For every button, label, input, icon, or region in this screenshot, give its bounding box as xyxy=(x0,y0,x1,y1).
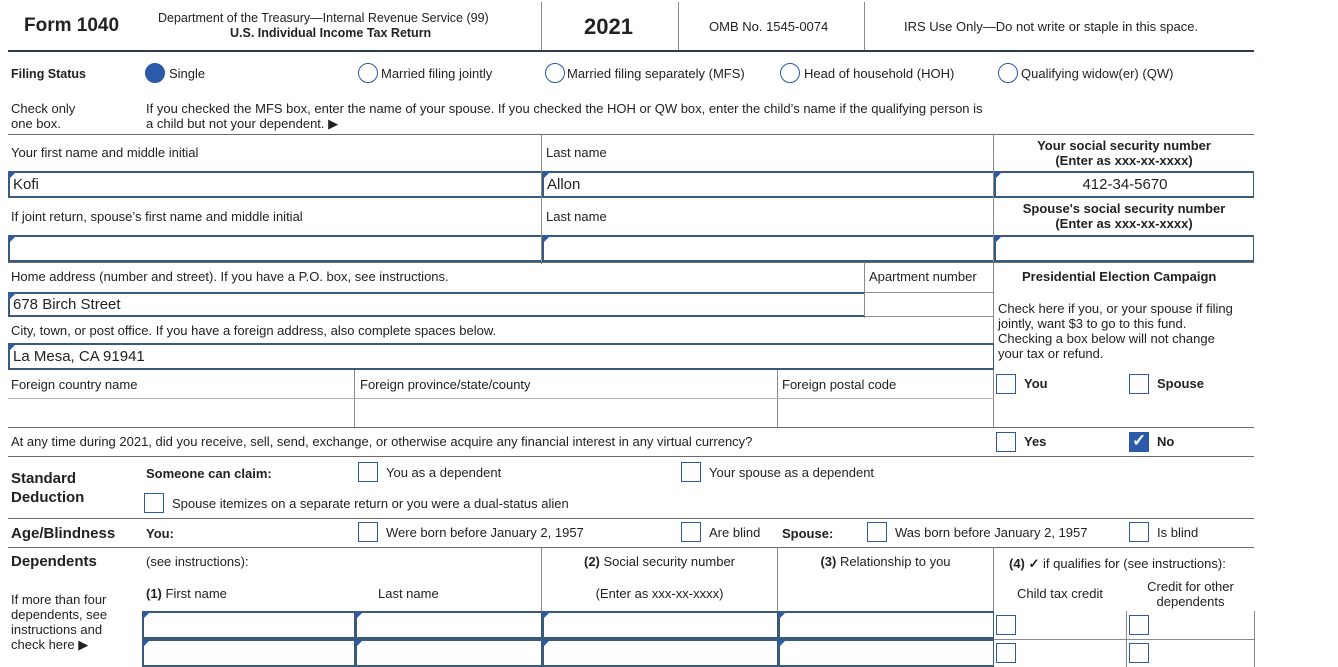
virtual-currency-question: At any time during 2021, did you receive, sell, send, exchange, or otherwise acquire any financial interest in any virtual currency? xyxy=(11,434,753,449)
home-address-value: 678 Birch Street xyxy=(13,296,121,313)
first-name-field[interactable] xyxy=(8,171,542,198)
dependent-1-other-credit-checkbox[interactable] xyxy=(1129,615,1149,635)
foreign-country-label: Foreign country name xyxy=(11,377,138,392)
col2-number: (2) xyxy=(583,554,600,569)
divider xyxy=(777,547,778,611)
dependents-note-2: dependents, see xyxy=(11,607,108,622)
you-born-before-checkbox[interactable] xyxy=(358,522,378,542)
foreign-province-field[interactable] xyxy=(356,400,776,426)
campaign-text-1: Check here if you, or your spouse if filing xyxy=(998,301,1233,316)
check-only-note: Check only xyxy=(11,101,76,116)
divider xyxy=(8,262,1254,263)
virtual-currency-yes-checkbox[interactable] xyxy=(996,432,1016,452)
dependents-heading: Dependents xyxy=(11,553,97,570)
spouse-born-before-label: Was born before January 2, 1957 xyxy=(895,525,1088,540)
divider xyxy=(541,134,542,264)
divider xyxy=(541,547,542,611)
campaign-spouse-checkbox[interactable] xyxy=(1129,374,1149,394)
apartment-label: Apartment number xyxy=(869,269,977,284)
dependent-2-relationship[interactable] xyxy=(778,639,994,667)
campaign-title: Presidential Election Campaign xyxy=(1022,269,1217,284)
divider xyxy=(8,518,1254,519)
department-label: Department of the Treasury—Internal Revenue Service (99) xyxy=(158,11,489,25)
form-title: U.S. Individual Income Tax Return xyxy=(230,26,432,40)
col3-number: (3) xyxy=(820,554,837,569)
spouse-last-name-label: Last name xyxy=(546,209,607,224)
dependent-1-relationship[interactable] xyxy=(778,611,994,639)
dependent-1-ssn[interactable] xyxy=(542,611,778,639)
radio-married-jointly[interactable] xyxy=(358,63,378,83)
spouse-last-name-field[interactable] xyxy=(542,235,994,262)
radio-head-of-household[interactable] xyxy=(780,63,800,83)
dependent-1-first-name[interactable] xyxy=(142,611,355,639)
divider xyxy=(8,134,1254,135)
header-rule xyxy=(8,50,1254,52)
col1-number: (1) xyxy=(146,586,162,601)
foreign-country-field[interactable] xyxy=(10,400,353,426)
mfs-instruction: If you checked the MFS box, enter the name of your spouse. If you checked the HOH or QW box, enter the child’s name if the qualifying person is xyxy=(146,101,983,116)
first-name-label: Your first name and middle initial xyxy=(11,145,199,160)
home-address-field[interactable] xyxy=(8,292,865,317)
divider xyxy=(678,2,679,51)
ssn-format-hint: (Enter as xxx-xx-xxxx) xyxy=(1055,153,1193,168)
col2-format-hint: (Enter as xxx-xx-xxxx) xyxy=(595,586,724,601)
divider xyxy=(8,427,1254,428)
irs-use-only: IRS Use Only—Do not write or staple in this space. xyxy=(904,19,1199,34)
col2-ssn-header: Social security number xyxy=(603,554,735,569)
apartment-field[interactable] xyxy=(864,292,994,317)
dependents-note-3: instructions and xyxy=(11,622,103,637)
dependent-1-child-credit-checkbox[interactable] xyxy=(996,615,1016,635)
ssn-label: Your social security number xyxy=(1037,138,1211,153)
dependents-see-instructions: (see instructions): xyxy=(146,554,249,569)
virtual-currency-no-checkbox[interactable] xyxy=(1129,432,1149,452)
age-blindness-heading: Age/Blindness xyxy=(11,525,116,542)
divider xyxy=(541,2,542,51)
campaign-text-2: jointly, want $3 to go to this fund. xyxy=(998,316,1187,331)
radio-head-of-household-label: Head of household (HOH) xyxy=(804,66,955,81)
spouse-as-dependent-label: Your spouse as a dependent xyxy=(709,465,875,480)
col3-relationship-header: Relationship to you xyxy=(839,554,951,569)
radio-married-jointly-label: Married filing jointly xyxy=(381,66,493,81)
spouse-blind-checkbox[interactable] xyxy=(1129,522,1149,542)
age-spouse-label: Spouse: xyxy=(782,526,834,541)
check-only-note-2: one box. xyxy=(11,116,61,131)
spouse-ssn-format-hint: (Enter as xxx-xx-xxxx) xyxy=(1055,216,1193,231)
radio-qualifying-widow-label: Qualifying widow(er) (QW) xyxy=(1021,66,1174,81)
you-as-dependent-label: You as a dependent xyxy=(386,465,502,480)
col1-last-name-header: Last name xyxy=(378,586,439,601)
radio-single[interactable] xyxy=(145,63,165,83)
someone-can-claim-label: Someone can claim: xyxy=(146,466,272,481)
divider xyxy=(864,2,865,51)
spouse-blind-label: Is blind xyxy=(1157,525,1199,540)
dependent-2-first-name[interactable] xyxy=(142,639,355,667)
spouse-first-name-field[interactable] xyxy=(8,235,542,262)
foreign-province-label: Foreign province/state/county xyxy=(360,377,531,392)
campaign-you-label: You xyxy=(1024,376,1048,391)
dependent-2-other-credit-checkbox[interactable] xyxy=(1129,643,1149,663)
col4-qualifies-header: if qualifies for (see instructions): xyxy=(1043,556,1226,571)
spouse-as-dependent-checkbox[interactable] xyxy=(681,462,701,482)
radio-qualifying-widow[interactable] xyxy=(998,63,1018,83)
radio-married-separately-label: Married filing separately (MFS) xyxy=(567,66,745,81)
divider xyxy=(994,639,1254,640)
dependents-note-1: If more than four xyxy=(11,592,107,607)
standard-deduction-heading: Standard xyxy=(11,470,77,487)
you-as-dependent-checkbox[interactable] xyxy=(358,462,378,482)
divider xyxy=(8,456,1254,457)
tax-year: 2021 xyxy=(584,14,633,39)
spouse-itemizes-checkbox[interactable] xyxy=(144,493,164,513)
city-value: La Mesa, CA 91941 xyxy=(13,348,145,365)
city-label: City, town, or post office. If you have a foreign address, also complete spaces below. xyxy=(11,323,497,338)
age-you-label: You: xyxy=(146,526,174,541)
you-blind-checkbox[interactable] xyxy=(681,522,701,542)
child-tax-credit-header: Child tax credit xyxy=(1017,586,1103,601)
home-address-label: Home address (number and street). If you have a P.O. box, see instructions. xyxy=(11,269,449,284)
campaign-spouse-label: Spouse xyxy=(1157,376,1204,391)
last-name-field[interactable] xyxy=(542,171,994,198)
filing-status-heading: Filing Status xyxy=(11,67,86,81)
you-born-before-label: Were born before January 2, 1957 xyxy=(386,525,584,540)
virtual-currency-no-label: No xyxy=(1157,434,1175,449)
foreign-postal-field[interactable] xyxy=(779,400,992,426)
spouse-ssn-label: Spouse's social security number xyxy=(1022,201,1226,216)
form-number: Form 1040 xyxy=(24,15,120,36)
dependents-note-4: check here ▶ xyxy=(11,637,89,652)
divider xyxy=(1254,611,1255,667)
campaign-text-3: Checking a box below will not change xyxy=(998,331,1215,346)
divider xyxy=(993,134,994,427)
last-name-value: Allon xyxy=(547,176,581,193)
ssn-value: 412-34-5670 xyxy=(1082,176,1168,193)
standard-deduction-heading-2: Deduction xyxy=(11,489,85,506)
campaign-you-checkbox[interactable] xyxy=(996,374,1016,394)
mfs-instruction-2: a child but not your dependent. ▶ xyxy=(146,116,339,131)
divider xyxy=(8,398,994,399)
radio-married-separately[interactable] xyxy=(545,63,565,83)
other-credit-header: Credit for other xyxy=(1147,579,1234,594)
campaign-text-4: your tax or refund. xyxy=(998,346,1104,361)
omb-number: OMB No. 1545-0074 xyxy=(709,19,829,34)
col4-number: (4) ✓ xyxy=(1009,556,1040,571)
virtual-currency-yes-label: Yes xyxy=(1024,434,1047,449)
spouse-itemizes-label: Spouse itemizes on a separate return or you were a dual-status alien xyxy=(172,496,569,511)
spouse-ssn-field[interactable] xyxy=(994,235,1254,262)
city-field[interactable] xyxy=(8,343,994,370)
last-name-label: Last name xyxy=(546,145,607,160)
ssn-field[interactable] xyxy=(994,171,1254,198)
spouse-born-before-checkbox[interactable] xyxy=(867,522,887,542)
spouse-first-name-label: If joint return, spouse’s first name and middle initial xyxy=(11,209,303,224)
dependent-1-last-name[interactable] xyxy=(355,611,542,639)
dependent-2-child-credit-checkbox[interactable] xyxy=(996,643,1016,663)
divider xyxy=(8,547,1254,548)
dependent-2-ssn[interactable] xyxy=(542,639,778,667)
foreign-postal-label: Foreign postal code xyxy=(782,377,897,392)
dependent-2-last-name[interactable] xyxy=(355,639,542,667)
radio-single-label: Single xyxy=(169,66,206,81)
first-name-value: Kofi xyxy=(13,176,39,193)
other-credit-header-2: dependents xyxy=(1156,594,1225,609)
col1-first-name-header: First name xyxy=(165,586,227,601)
you-blind-label: Are blind xyxy=(709,525,761,540)
